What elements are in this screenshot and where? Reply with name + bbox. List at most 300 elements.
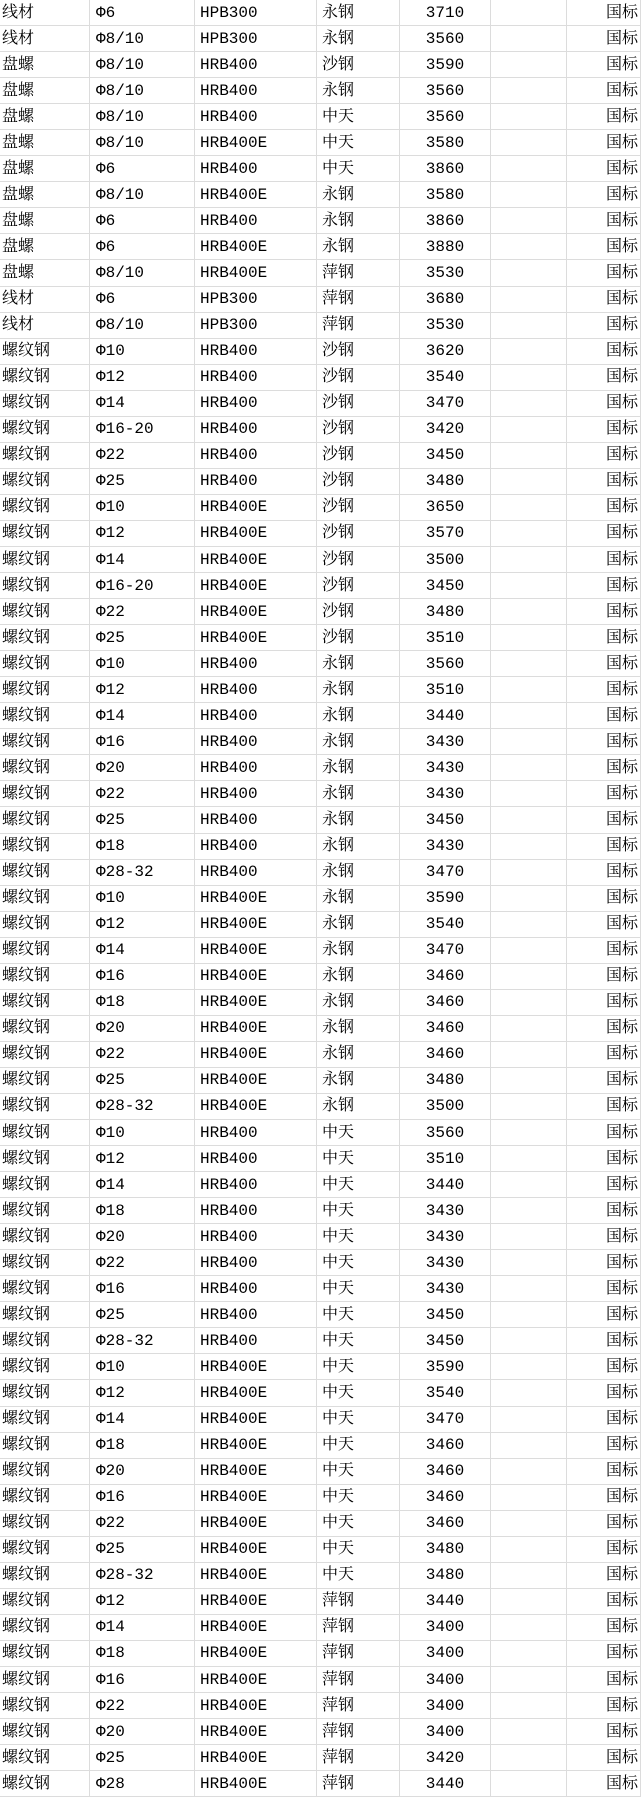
empty-cell[interactable] bbox=[491, 443, 567, 469]
spec-cell[interactable]: Φ22 bbox=[90, 599, 195, 625]
spec-cell[interactable]: Φ20 bbox=[90, 755, 195, 781]
product-cell[interactable]: 螺纹钢 bbox=[0, 573, 90, 599]
price-cell[interactable]: 3500 bbox=[400, 1094, 491, 1120]
spec-cell[interactable]: Φ12 bbox=[90, 1380, 195, 1406]
product-cell[interactable]: 螺纹钢 bbox=[0, 1615, 90, 1641]
price-cell[interactable]: 3560 bbox=[400, 78, 491, 104]
mill-cell[interactable]: 萍钢 bbox=[317, 1693, 400, 1719]
price-cell[interactable]: 3440 bbox=[400, 1589, 491, 1615]
spec-cell[interactable]: Φ12 bbox=[90, 521, 195, 547]
product-cell[interactable]: 螺纹钢 bbox=[0, 1380, 90, 1406]
product-cell[interactable]: 螺纹钢 bbox=[0, 1328, 90, 1354]
product-cell[interactable]: 螺纹钢 bbox=[0, 1641, 90, 1667]
price-cell[interactable]: 3580 bbox=[400, 182, 491, 208]
standard-cell[interactable]: 国标 bbox=[567, 1589, 641, 1615]
mill-cell[interactable]: 萍钢 bbox=[317, 287, 400, 313]
grade-cell[interactable]: HRB400 bbox=[195, 104, 317, 130]
product-cell[interactable]: 螺纹钢 bbox=[0, 938, 90, 964]
product-cell[interactable]: 螺纹钢 bbox=[0, 1563, 90, 1589]
grade-cell[interactable]: HRB400E bbox=[195, 495, 317, 521]
product-cell[interactable]: 螺纹钢 bbox=[0, 1068, 90, 1094]
price-cell[interactable]: 3460 bbox=[400, 1485, 491, 1511]
product-cell[interactable]: 螺纹钢 bbox=[0, 755, 90, 781]
mill-cell[interactable]: 中天 bbox=[317, 1459, 400, 1485]
spec-cell[interactable]: Φ14 bbox=[90, 391, 195, 417]
mill-cell[interactable]: 永钢 bbox=[317, 677, 400, 703]
standard-cell[interactable]: 国标 bbox=[567, 104, 641, 130]
mill-cell[interactable]: 永钢 bbox=[317, 1042, 400, 1068]
standard-cell[interactable]: 国标 bbox=[567, 547, 641, 573]
grade-cell[interactable]: HRB400E bbox=[195, 1407, 317, 1433]
spec-cell[interactable]: Φ28 bbox=[90, 1771, 195, 1797]
spec-cell[interactable]: Φ10 bbox=[90, 1354, 195, 1380]
standard-cell[interactable]: 国标 bbox=[567, 208, 641, 234]
empty-cell[interactable] bbox=[491, 182, 567, 208]
mill-cell[interactable]: 中天 bbox=[317, 104, 400, 130]
price-cell[interactable]: 3590 bbox=[400, 52, 491, 78]
product-cell[interactable]: 螺纹钢 bbox=[0, 365, 90, 391]
spec-cell[interactable]: Φ18 bbox=[90, 1641, 195, 1667]
empty-cell[interactable] bbox=[491, 365, 567, 391]
product-cell[interactable]: 螺纹钢 bbox=[0, 1433, 90, 1459]
spec-cell[interactable]: Φ16-20 bbox=[90, 417, 195, 443]
empty-cell[interactable] bbox=[491, 260, 567, 286]
grade-cell[interactable]: HRB400 bbox=[195, 469, 317, 495]
price-cell[interactable]: 3470 bbox=[400, 860, 491, 886]
product-cell[interactable]: 盘螺 bbox=[0, 208, 90, 234]
empty-cell[interactable] bbox=[491, 287, 567, 313]
mill-cell[interactable]: 中天 bbox=[317, 1198, 400, 1224]
mill-cell[interactable]: 萍钢 bbox=[317, 1719, 400, 1745]
price-cell[interactable]: 3530 bbox=[400, 313, 491, 339]
mill-cell[interactable]: 永钢 bbox=[317, 729, 400, 755]
spec-cell[interactable]: Φ25 bbox=[90, 807, 195, 833]
mill-cell[interactable]: 沙钢 bbox=[317, 339, 400, 365]
grade-cell[interactable]: HRB400E bbox=[195, 1380, 317, 1406]
standard-cell[interactable]: 国标 bbox=[567, 260, 641, 286]
price-cell[interactable]: 3480 bbox=[400, 1068, 491, 1094]
standard-cell[interactable]: 国标 bbox=[567, 417, 641, 443]
standard-cell[interactable]: 国标 bbox=[567, 1563, 641, 1589]
price-cell[interactable]: 3440 bbox=[400, 1172, 491, 1198]
mill-cell[interactable]: 永钢 bbox=[317, 912, 400, 938]
spec-cell[interactable]: Φ8/10 bbox=[90, 182, 195, 208]
spec-cell[interactable]: Φ20 bbox=[90, 1224, 195, 1250]
grade-cell[interactable]: HRB400E bbox=[195, 573, 317, 599]
standard-cell[interactable]: 国标 bbox=[567, 703, 641, 729]
price-cell[interactable]: 3590 bbox=[400, 1354, 491, 1380]
spec-cell[interactable]: Φ22 bbox=[90, 1511, 195, 1537]
mill-cell[interactable]: 沙钢 bbox=[317, 599, 400, 625]
price-cell[interactable]: 3480 bbox=[400, 599, 491, 625]
standard-cell[interactable]: 国标 bbox=[567, 313, 641, 339]
spec-cell[interactable]: Φ18 bbox=[90, 990, 195, 1016]
empty-cell[interactable] bbox=[491, 313, 567, 339]
product-cell[interactable]: 螺纹钢 bbox=[0, 1485, 90, 1511]
empty-cell[interactable] bbox=[491, 1224, 567, 1250]
mill-cell[interactable]: 萍钢 bbox=[317, 1615, 400, 1641]
product-cell[interactable]: 螺纹钢 bbox=[0, 1172, 90, 1198]
standard-cell[interactable]: 国标 bbox=[567, 860, 641, 886]
product-cell[interactable]: 螺纹钢 bbox=[0, 1302, 90, 1328]
empty-cell[interactable] bbox=[491, 599, 567, 625]
spec-cell[interactable]: Φ20 bbox=[90, 1016, 195, 1042]
mill-cell[interactable]: 永钢 bbox=[317, 990, 400, 1016]
spec-cell[interactable]: Φ8/10 bbox=[90, 104, 195, 130]
mill-cell[interactable]: 沙钢 bbox=[317, 417, 400, 443]
standard-cell[interactable]: 国标 bbox=[567, 391, 641, 417]
empty-cell[interactable] bbox=[491, 573, 567, 599]
spec-cell[interactable]: Φ25 bbox=[90, 625, 195, 651]
product-cell[interactable]: 螺纹钢 bbox=[0, 1094, 90, 1120]
price-cell[interactable]: 3570 bbox=[400, 521, 491, 547]
price-cell[interactable]: 3680 bbox=[400, 287, 491, 313]
price-cell[interactable]: 3430 bbox=[400, 781, 491, 807]
price-cell[interactable]: 3590 bbox=[400, 886, 491, 912]
grade-cell[interactable]: HRB400 bbox=[195, 755, 317, 781]
empty-cell[interactable] bbox=[491, 1589, 567, 1615]
product-cell[interactable]: 螺纹钢 bbox=[0, 469, 90, 495]
empty-cell[interactable] bbox=[491, 78, 567, 104]
standard-cell[interactable]: 国标 bbox=[567, 573, 641, 599]
standard-cell[interactable]: 国标 bbox=[567, 1407, 641, 1433]
empty-cell[interactable] bbox=[491, 104, 567, 130]
mill-cell[interactable]: 中天 bbox=[317, 1302, 400, 1328]
standard-cell[interactable]: 国标 bbox=[567, 1146, 641, 1172]
standard-cell[interactable]: 国标 bbox=[567, 651, 641, 677]
standard-cell[interactable]: 国标 bbox=[567, 834, 641, 860]
empty-cell[interactable] bbox=[491, 703, 567, 729]
grade-cell[interactable]: HRB400E bbox=[195, 1589, 317, 1615]
mill-cell[interactable]: 中天 bbox=[317, 1328, 400, 1354]
price-cell[interactable]: 3450 bbox=[400, 443, 491, 469]
standard-cell[interactable]: 国标 bbox=[567, 1250, 641, 1276]
grade-cell[interactable]: HRB400E bbox=[195, 547, 317, 573]
empty-cell[interactable] bbox=[491, 521, 567, 547]
spec-cell[interactable]: Φ14 bbox=[90, 1172, 195, 1198]
price-cell[interactable]: 3420 bbox=[400, 417, 491, 443]
price-cell[interactable]: 3510 bbox=[400, 677, 491, 703]
spec-cell[interactable]: Φ6 bbox=[90, 208, 195, 234]
price-cell[interactable]: 3470 bbox=[400, 391, 491, 417]
product-cell[interactable]: 螺纹钢 bbox=[0, 495, 90, 521]
price-cell[interactable]: 3460 bbox=[400, 1511, 491, 1537]
spec-cell[interactable]: Φ20 bbox=[90, 1459, 195, 1485]
standard-cell[interactable]: 国标 bbox=[567, 1641, 641, 1667]
mill-cell[interactable]: 萍钢 bbox=[317, 1745, 400, 1771]
product-cell[interactable]: 螺纹钢 bbox=[0, 1511, 90, 1537]
grade-cell[interactable]: HRB400 bbox=[195, 443, 317, 469]
standard-cell[interactable]: 国标 bbox=[567, 1511, 641, 1537]
grade-cell[interactable]: HRB400 bbox=[195, 156, 317, 182]
product-cell[interactable]: 盘螺 bbox=[0, 182, 90, 208]
empty-cell[interactable] bbox=[491, 625, 567, 651]
empty-cell[interactable] bbox=[491, 26, 567, 52]
mill-cell[interactable]: 中天 bbox=[317, 1380, 400, 1406]
grade-cell[interactable]: HRB400E bbox=[195, 1719, 317, 1745]
standard-cell[interactable]: 国标 bbox=[567, 1537, 641, 1563]
grade-cell[interactable]: HRB400 bbox=[195, 781, 317, 807]
grade-cell[interactable]: HRB400E bbox=[195, 1693, 317, 1719]
standard-cell[interactable]: 国标 bbox=[567, 52, 641, 78]
spec-cell[interactable]: Φ16 bbox=[90, 729, 195, 755]
mill-cell[interactable]: 永钢 bbox=[317, 1094, 400, 1120]
grade-cell[interactable]: HRB400E bbox=[195, 1459, 317, 1485]
grade-cell[interactable]: HRB400 bbox=[195, 1250, 317, 1276]
empty-cell[interactable] bbox=[491, 156, 567, 182]
price-cell[interactable]: 3650 bbox=[400, 495, 491, 521]
empty-cell[interactable] bbox=[491, 0, 567, 26]
standard-cell[interactable]: 国标 bbox=[567, 521, 641, 547]
price-cell[interactable]: 3430 bbox=[400, 834, 491, 860]
mill-cell[interactable]: 沙钢 bbox=[317, 573, 400, 599]
mill-cell[interactable]: 沙钢 bbox=[317, 547, 400, 573]
grade-cell[interactable]: HRB400E bbox=[195, 1745, 317, 1771]
standard-cell[interactable]: 国标 bbox=[567, 1615, 641, 1641]
standard-cell[interactable]: 国标 bbox=[567, 130, 641, 156]
mill-cell[interactable]: 中天 bbox=[317, 1537, 400, 1563]
standard-cell[interactable]: 国标 bbox=[567, 1276, 641, 1302]
empty-cell[interactable] bbox=[491, 1615, 567, 1641]
grade-cell[interactable]: HRB400 bbox=[195, 1120, 317, 1146]
grade-cell[interactable]: HRB400E bbox=[195, 1042, 317, 1068]
price-cell[interactable]: 3470 bbox=[400, 1407, 491, 1433]
price-cell[interactable]: 3430 bbox=[400, 1250, 491, 1276]
standard-cell[interactable]: 国标 bbox=[567, 1745, 641, 1771]
price-cell[interactable]: 3470 bbox=[400, 938, 491, 964]
mill-cell[interactable]: 永钢 bbox=[317, 860, 400, 886]
standard-cell[interactable]: 国标 bbox=[567, 1016, 641, 1042]
product-cell[interactable]: 螺纹钢 bbox=[0, 1120, 90, 1146]
empty-cell[interactable] bbox=[491, 1380, 567, 1406]
grade-cell[interactable]: HPB300 bbox=[195, 313, 317, 339]
empty-cell[interactable] bbox=[491, 1016, 567, 1042]
spec-cell[interactable]: Φ10 bbox=[90, 495, 195, 521]
mill-cell[interactable]: 中天 bbox=[317, 1433, 400, 1459]
price-cell[interactable]: 3430 bbox=[400, 1224, 491, 1250]
mill-cell[interactable]: 沙钢 bbox=[317, 469, 400, 495]
product-cell[interactable]: 螺纹钢 bbox=[0, 860, 90, 886]
product-cell[interactable]: 线材 bbox=[0, 313, 90, 339]
standard-cell[interactable]: 国标 bbox=[567, 599, 641, 625]
spec-cell[interactable]: Φ8/10 bbox=[90, 52, 195, 78]
mill-cell[interactable]: 中天 bbox=[317, 1511, 400, 1537]
standard-cell[interactable]: 国标 bbox=[567, 625, 641, 651]
empty-cell[interactable] bbox=[491, 1068, 567, 1094]
price-cell[interactable]: 3480 bbox=[400, 469, 491, 495]
standard-cell[interactable]: 国标 bbox=[567, 1094, 641, 1120]
product-cell[interactable]: 螺纹钢 bbox=[0, 677, 90, 703]
spec-cell[interactable]: Φ16-20 bbox=[90, 573, 195, 599]
spec-cell[interactable]: Φ14 bbox=[90, 547, 195, 573]
standard-cell[interactable]: 国标 bbox=[567, 1380, 641, 1406]
mill-cell[interactable]: 沙钢 bbox=[317, 52, 400, 78]
standard-cell[interactable]: 国标 bbox=[567, 781, 641, 807]
empty-cell[interactable] bbox=[491, 208, 567, 234]
price-cell[interactable]: 3440 bbox=[400, 703, 491, 729]
spec-cell[interactable]: Φ8/10 bbox=[90, 26, 195, 52]
mill-cell[interactable]: 永钢 bbox=[317, 964, 400, 990]
product-cell[interactable]: 螺纹钢 bbox=[0, 1042, 90, 1068]
price-cell[interactable]: 3860 bbox=[400, 208, 491, 234]
product-cell[interactable]: 线材 bbox=[0, 287, 90, 313]
product-cell[interactable]: 螺纹钢 bbox=[0, 1250, 90, 1276]
spec-cell[interactable]: Φ16 bbox=[90, 1485, 195, 1511]
spec-cell[interactable]: Φ8/10 bbox=[90, 78, 195, 104]
spec-cell[interactable]: Φ12 bbox=[90, 912, 195, 938]
spec-cell[interactable]: Φ22 bbox=[90, 1250, 195, 1276]
product-cell[interactable]: 螺纹钢 bbox=[0, 807, 90, 833]
mill-cell[interactable]: 中天 bbox=[317, 1485, 400, 1511]
product-cell[interactable]: 螺纹钢 bbox=[0, 1771, 90, 1797]
grade-cell[interactable]: HRB400 bbox=[195, 1172, 317, 1198]
grade-cell[interactable]: HRB400E bbox=[195, 260, 317, 286]
spec-cell[interactable]: Φ25 bbox=[90, 1068, 195, 1094]
standard-cell[interactable]: 国标 bbox=[567, 912, 641, 938]
grade-cell[interactable]: HRB400 bbox=[195, 729, 317, 755]
product-cell[interactable]: 线材 bbox=[0, 26, 90, 52]
standard-cell[interactable]: 国标 bbox=[567, 729, 641, 755]
empty-cell[interactable] bbox=[491, 1120, 567, 1146]
standard-cell[interactable]: 国标 bbox=[567, 1042, 641, 1068]
product-cell[interactable]: 螺纹钢 bbox=[0, 834, 90, 860]
mill-cell[interactable]: 中天 bbox=[317, 1224, 400, 1250]
standard-cell[interactable]: 国标 bbox=[567, 1120, 641, 1146]
spec-cell[interactable]: Φ6 bbox=[90, 0, 195, 26]
mill-cell[interactable]: 永钢 bbox=[317, 208, 400, 234]
grade-cell[interactable]: HRB400E bbox=[195, 1615, 317, 1641]
mill-cell[interactable]: 永钢 bbox=[317, 807, 400, 833]
mill-cell[interactable]: 永钢 bbox=[317, 781, 400, 807]
product-cell[interactable]: 螺纹钢 bbox=[0, 625, 90, 651]
standard-cell[interactable]: 国标 bbox=[567, 1224, 641, 1250]
price-cell[interactable]: 3880 bbox=[400, 234, 491, 260]
mill-cell[interactable]: 永钢 bbox=[317, 1068, 400, 1094]
grade-cell[interactable]: HRB400E bbox=[195, 1354, 317, 1380]
spec-cell[interactable]: Φ16 bbox=[90, 964, 195, 990]
grade-cell[interactable]: HRB400 bbox=[195, 1302, 317, 1328]
product-cell[interactable]: 螺纹钢 bbox=[0, 547, 90, 573]
spec-cell[interactable]: Φ10 bbox=[90, 1120, 195, 1146]
spec-cell[interactable]: Φ20 bbox=[90, 1719, 195, 1745]
price-cell[interactable]: 3460 bbox=[400, 1016, 491, 1042]
grade-cell[interactable]: HRB400 bbox=[195, 703, 317, 729]
grade-cell[interactable]: HRB400 bbox=[195, 1146, 317, 1172]
empty-cell[interactable] bbox=[491, 1667, 567, 1693]
spec-cell[interactable]: Φ12 bbox=[90, 1146, 195, 1172]
spec-cell[interactable]: Φ22 bbox=[90, 1693, 195, 1719]
spec-cell[interactable]: Φ10 bbox=[90, 651, 195, 677]
product-cell[interactable]: 螺纹钢 bbox=[0, 1719, 90, 1745]
product-cell[interactable]: 螺纹钢 bbox=[0, 1016, 90, 1042]
mill-cell[interactable]: 永钢 bbox=[317, 182, 400, 208]
price-cell[interactable]: 3460 bbox=[400, 1042, 491, 1068]
product-cell[interactable]: 螺纹钢 bbox=[0, 417, 90, 443]
price-cell[interactable]: 3430 bbox=[400, 755, 491, 781]
product-cell[interactable]: 盘螺 bbox=[0, 104, 90, 130]
product-cell[interactable]: 螺纹钢 bbox=[0, 1589, 90, 1615]
spec-cell[interactable]: Φ18 bbox=[90, 1433, 195, 1459]
spec-cell[interactable]: Φ25 bbox=[90, 469, 195, 495]
spec-cell[interactable]: Φ22 bbox=[90, 1042, 195, 1068]
standard-cell[interactable]: 国标 bbox=[567, 365, 641, 391]
mill-cell[interactable]: 沙钢 bbox=[317, 495, 400, 521]
spec-cell[interactable]: Φ14 bbox=[90, 1615, 195, 1641]
grade-cell[interactable]: HRB400 bbox=[195, 807, 317, 833]
price-cell[interactable]: 3510 bbox=[400, 625, 491, 651]
price-cell[interactable]: 3460 bbox=[400, 964, 491, 990]
grade-cell[interactable]: HRB400 bbox=[195, 78, 317, 104]
mill-cell[interactable]: 永钢 bbox=[317, 0, 400, 26]
spec-cell[interactable]: Φ8/10 bbox=[90, 130, 195, 156]
grade-cell[interactable]: HRB400 bbox=[195, 651, 317, 677]
price-cell[interactable]: 3450 bbox=[400, 1328, 491, 1354]
standard-cell[interactable]: 国标 bbox=[567, 1302, 641, 1328]
standard-cell[interactable]: 国标 bbox=[567, 1354, 641, 1380]
empty-cell[interactable] bbox=[491, 755, 567, 781]
empty-cell[interactable] bbox=[491, 1485, 567, 1511]
standard-cell[interactable]: 国标 bbox=[567, 677, 641, 703]
price-cell[interactable]: 3450 bbox=[400, 573, 491, 599]
empty-cell[interactable] bbox=[491, 130, 567, 156]
empty-cell[interactable] bbox=[491, 1302, 567, 1328]
price-cell[interactable]: 3450 bbox=[400, 1302, 491, 1328]
grade-cell[interactable]: HRB400E bbox=[195, 938, 317, 964]
price-cell[interactable]: 3530 bbox=[400, 260, 491, 286]
standard-cell[interactable]: 国标 bbox=[567, 287, 641, 313]
grade-cell[interactable]: HRB400E bbox=[195, 1094, 317, 1120]
price-cell[interactable]: 3480 bbox=[400, 1537, 491, 1563]
mill-cell[interactable]: 中天 bbox=[317, 1563, 400, 1589]
standard-cell[interactable]: 国标 bbox=[567, 78, 641, 104]
grade-cell[interactable]: HRB400E bbox=[195, 521, 317, 547]
grade-cell[interactable]: HRB400E bbox=[195, 1485, 317, 1511]
empty-cell[interactable] bbox=[491, 1407, 567, 1433]
grade-cell[interactable]: HPB300 bbox=[195, 287, 317, 313]
mill-cell[interactable]: 永钢 bbox=[317, 938, 400, 964]
empty-cell[interactable] bbox=[491, 1042, 567, 1068]
mill-cell[interactable]: 永钢 bbox=[317, 755, 400, 781]
price-cell[interactable]: 3460 bbox=[400, 990, 491, 1016]
grade-cell[interactable]: HRB400 bbox=[195, 391, 317, 417]
mill-cell[interactable]: 永钢 bbox=[317, 1016, 400, 1042]
spec-cell[interactable]: Φ12 bbox=[90, 677, 195, 703]
empty-cell[interactable] bbox=[491, 1641, 567, 1667]
empty-cell[interactable] bbox=[491, 1537, 567, 1563]
price-cell[interactable]: 3540 bbox=[400, 1380, 491, 1406]
price-cell[interactable]: 3450 bbox=[400, 807, 491, 833]
spec-cell[interactable]: Φ28-32 bbox=[90, 1328, 195, 1354]
standard-cell[interactable]: 国标 bbox=[567, 755, 641, 781]
price-cell[interactable]: 3420 bbox=[400, 1745, 491, 1771]
spec-cell[interactable]: Φ22 bbox=[90, 781, 195, 807]
grade-cell[interactable]: HRB400E bbox=[195, 1068, 317, 1094]
spec-cell[interactable]: Φ28-32 bbox=[90, 860, 195, 886]
spec-cell[interactable]: Φ6 bbox=[90, 156, 195, 182]
product-cell[interactable]: 螺纹钢 bbox=[0, 599, 90, 625]
grade-cell[interactable]: HPB300 bbox=[195, 0, 317, 26]
standard-cell[interactable]: 国标 bbox=[567, 0, 641, 26]
empty-cell[interactable] bbox=[491, 677, 567, 703]
product-cell[interactable]: 螺纹钢 bbox=[0, 912, 90, 938]
standard-cell[interactable]: 国标 bbox=[567, 1068, 641, 1094]
empty-cell[interactable] bbox=[491, 469, 567, 495]
mill-cell[interactable]: 中天 bbox=[317, 1276, 400, 1302]
mill-cell[interactable]: 中天 bbox=[317, 130, 400, 156]
price-cell[interactable]: 3480 bbox=[400, 1563, 491, 1589]
mill-cell[interactable]: 永钢 bbox=[317, 26, 400, 52]
price-cell[interactable]: 3440 bbox=[400, 1771, 491, 1797]
